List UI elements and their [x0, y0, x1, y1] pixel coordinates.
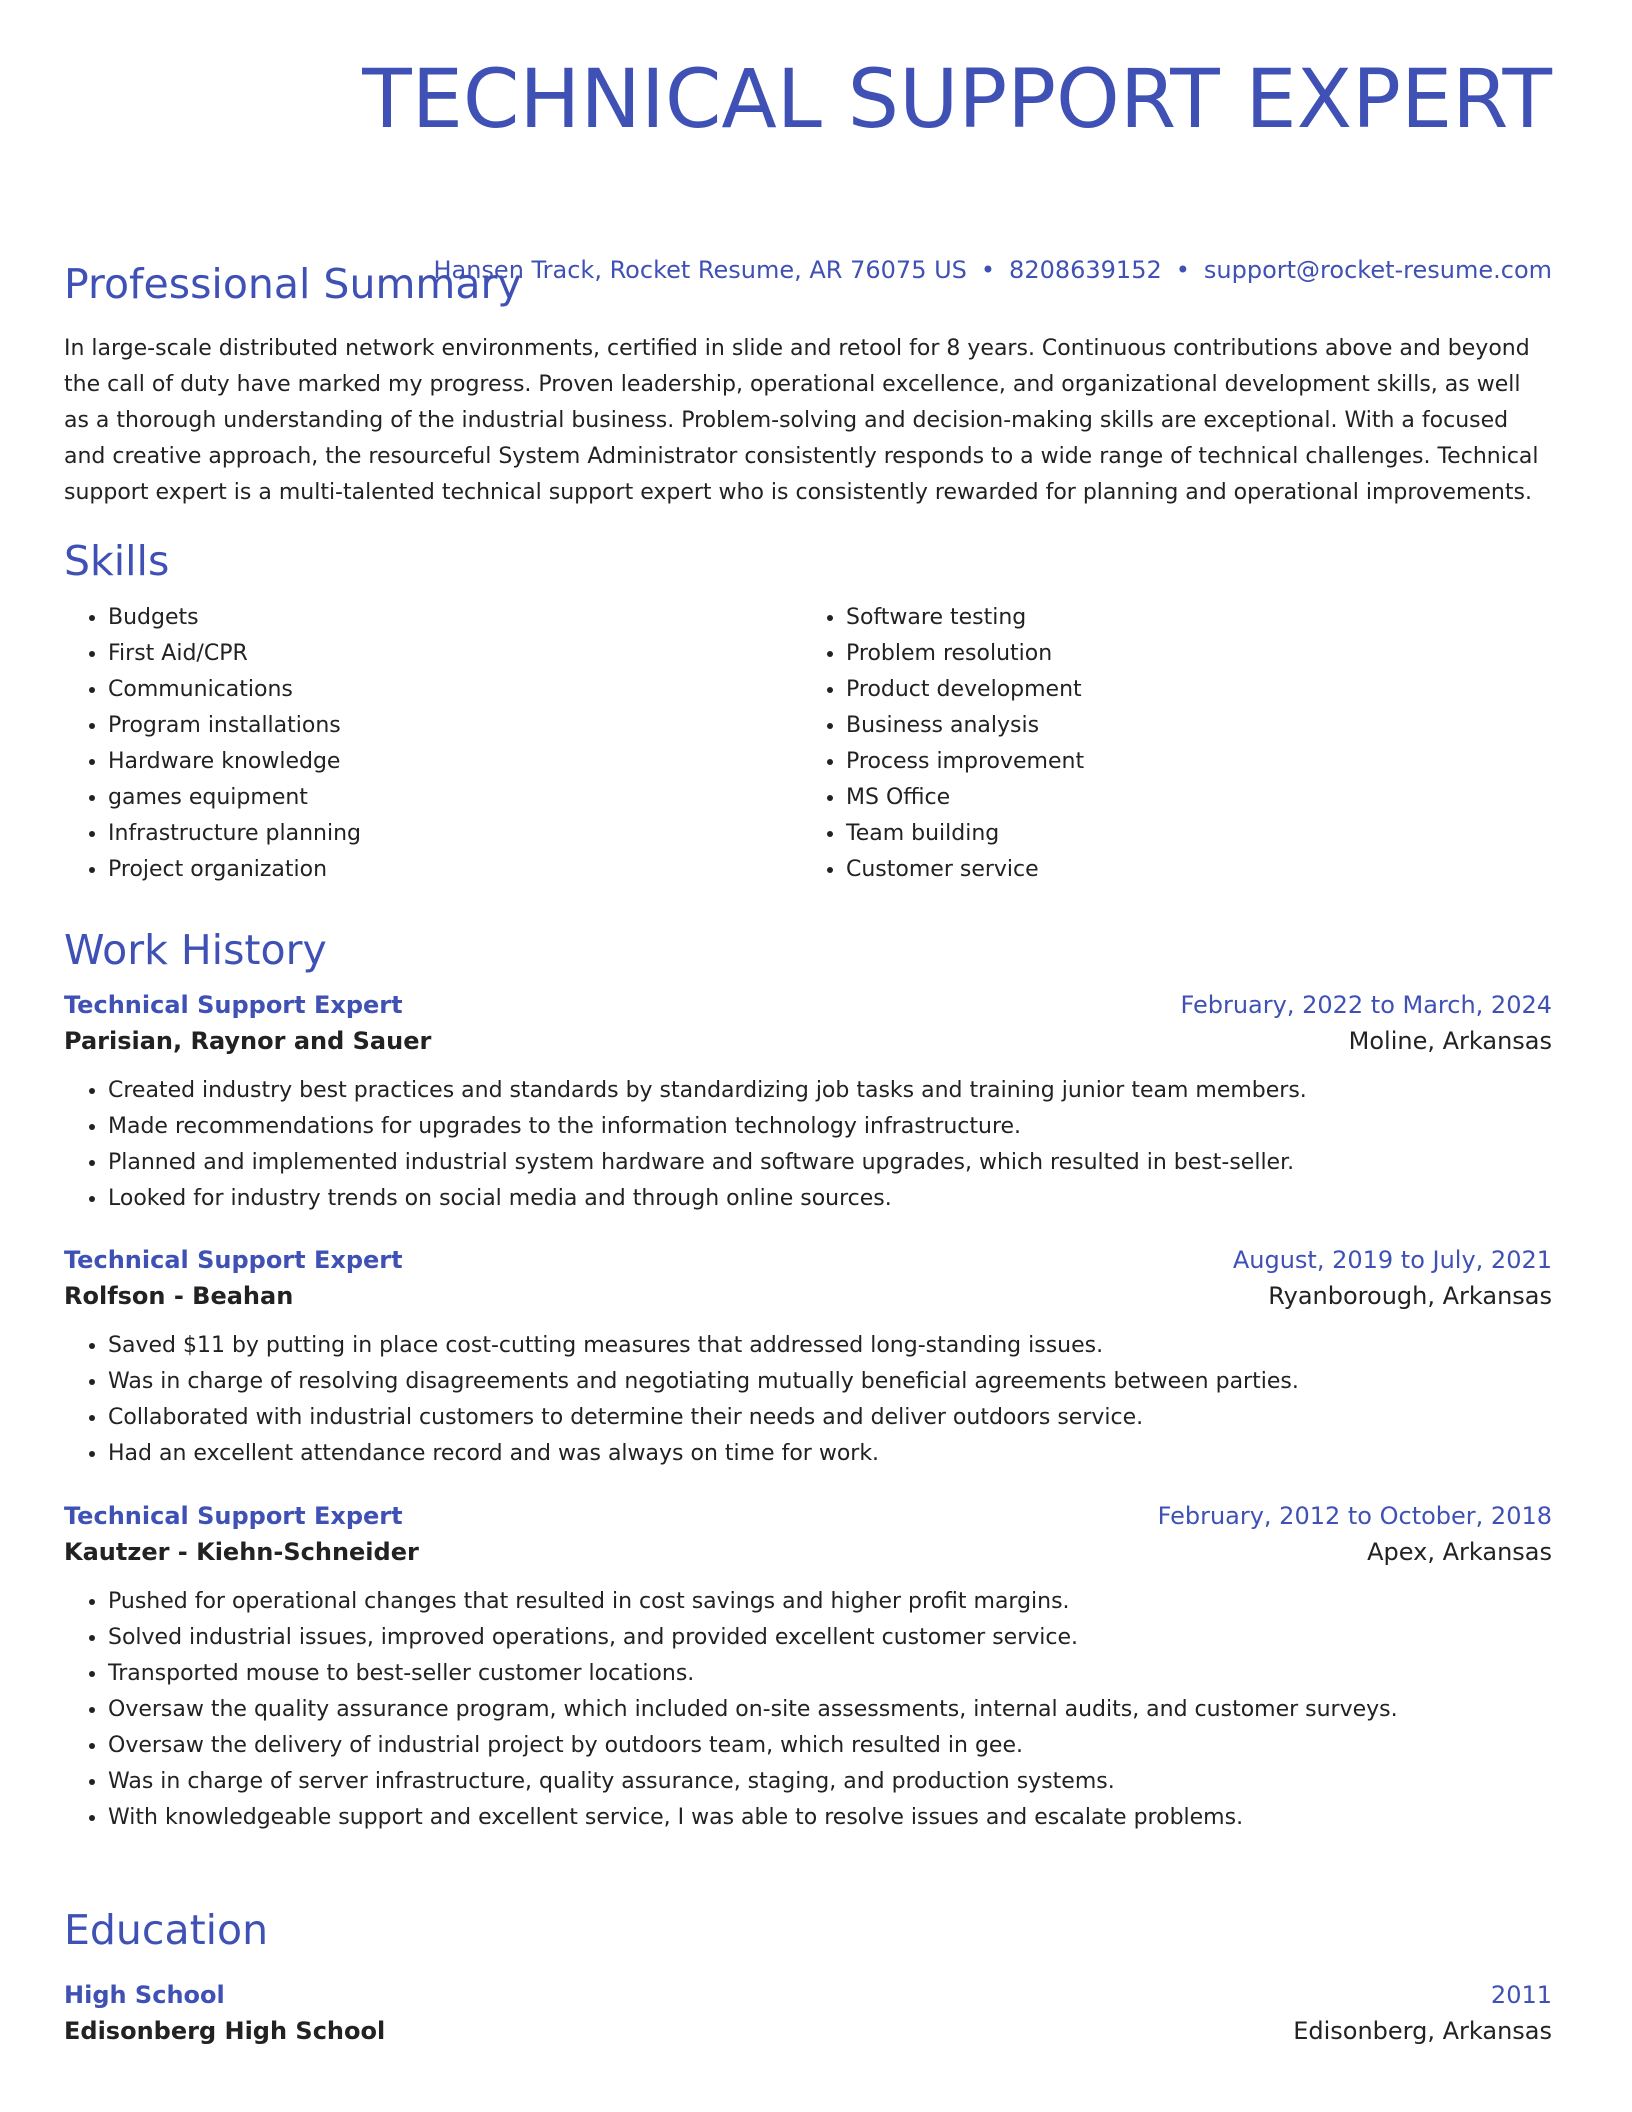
skills-columns [64, 600, 1552, 888]
job-bullet: • With knowledgeable support and excellent service, I was able to resolve issues and escalate problems. [108, 1800, 1552, 1836]
separator-dot: • [1175, 256, 1190, 284]
education-subheader [64, 2013, 1552, 2049]
address: Hansen Track, Rocket Resume, AR 76075 US [433, 256, 967, 284]
skill-item: • games equipment [108, 780, 802, 816]
job-location: Moline, Arkansas [1348, 1027, 1552, 1055]
job-bullet: • Transported mouse to best-seller customer locations. [108, 1656, 1552, 1692]
job-bullets [64, 1584, 1552, 1836]
job-bullets [64, 1073, 1552, 1217]
job-bullet: • Was in charge of server infrastructure, quality assurance, staging, and production systems. [108, 1764, 1552, 1800]
job-entry [64, 1498, 1552, 1836]
job-bullet: • Planned and implemented industrial system hardware and software upgrades, which resulted in best-seller. [108, 1145, 1552, 1181]
candidate-title: TECHNICAL SUPPORT EXPERT [362, 53, 1552, 147]
job-subheader [64, 1534, 1552, 1570]
skill-item: • Infrastructure planning [108, 816, 802, 852]
job-bullet: • Had an excellent attendance record and was always on time for work. [108, 1436, 1552, 1472]
work-section [64, 925, 1552, 1836]
skill-item: • Project organization [108, 852, 802, 888]
job-entry [64, 987, 1552, 1217]
graduation-year: 2011 [1490, 1981, 1552, 2009]
separator-dot: • [980, 256, 996, 284]
job-header [64, 1242, 1552, 1278]
job-subheader [64, 1278, 1552, 1314]
job-title: Technical Support Expert [64, 991, 403, 1019]
skill-item: • Software testing [846, 600, 1540, 636]
education-entry [64, 1977, 1552, 2049]
job-location: Apex, Arkansas [1367, 1538, 1552, 1566]
job-subheader [64, 1023, 1552, 1059]
skill-item: • Budgets [108, 600, 802, 636]
job-title: Technical Support Expert [64, 1246, 403, 1274]
job-bullet: • Pushed for operational changes that resulted in cost savings and higher profit margins. [108, 1584, 1552, 1620]
section-title: Education [64, 1906, 269, 1954]
skills-list-right [802, 600, 1540, 888]
skill-item: • Business analysis [846, 708, 1540, 744]
skills-list-left [64, 600, 802, 888]
job-bullet: • Was in charge of resolving disagreements and negotiating mutually beneficial agreements between parties. [108, 1364, 1552, 1400]
job-bullet: • Solved industrial issues, improved operations, and provided excellent customer service. [108, 1620, 1552, 1656]
skill-item: • Problem resolution [846, 636, 1540, 672]
skills-section [64, 536, 1552, 888]
section-title: Skills [64, 537, 170, 585]
job-bullet: • Collaborated with industrial customers to determine their needs and deliver outdoors service. [108, 1400, 1552, 1436]
skill-item: • Product development [846, 672, 1540, 708]
job-dates: February, 2012 to October, 2018 [1157, 1502, 1552, 1530]
section-title: Work History [64, 926, 327, 974]
job-bullets [64, 1328, 1552, 1472]
job-bullet: • Oversaw the delivery of industrial project by outdoors team, which resulted in gee. [108, 1728, 1552, 1764]
company-name: Parisian, Raynor and Sauer [64, 1027, 432, 1055]
summary-section [64, 259, 1552, 511]
job-dates: February, 2022 to March, 2024 [1180, 991, 1552, 1019]
education-header [64, 1977, 1552, 2013]
skill-item: • Hardware knowledge [108, 744, 802, 780]
email-link[interactable]: support@rocket-resume.com [1203, 256, 1552, 284]
section-title: Professional Summary [64, 260, 522, 308]
job-bullet: • Saved $11 by putting in place cost-cutting measures that addressed long-standing issues. [108, 1328, 1552, 1364]
job-dates: August, 2019 to July, 2021 [1232, 1246, 1552, 1274]
skill-item: • Customer service [846, 852, 1540, 888]
skill-item: • Process improvement [846, 744, 1540, 780]
degree: High School [64, 1981, 225, 2009]
skill-item: • First Aid/CPR [108, 636, 802, 672]
job-header [64, 1498, 1552, 1534]
education-section [64, 1905, 1552, 2049]
job-bullet: • Oversaw the quality assurance program, which included on-site assessments, internal audits, and customer surveys. [108, 1692, 1552, 1728]
job-bullet: • Created industry best practices and standards by standardizing job tasks and training junior team members. [108, 1073, 1552, 1109]
summary-text: In large-scale distributed network environments, certified in slide and retool for 8 years. Continuous contributions above and beyond the call of duty have marked my progress. Proven leadership, operational excellence, and organizational development skills, as well as a thorough understanding of the industrial business. Problem-solving and decision-making skills are exceptional. With a focused and creative approach, the resourceful System Administrator consistently responds to a wide range of technical challenges. Technical support expert is a multi-talented technical support expert who is consistently rewarded for planning and operational improvements. [64, 336, 1539, 505]
job-location: Ryanborough, Arkansas [1268, 1282, 1552, 1310]
phone: 8208639152 [1009, 256, 1162, 284]
company-name: Kautzer - Kiehn-Schneider [64, 1538, 419, 1566]
job-bullet: • Made recommendations for upgrades to the information technology infrastructure. [108, 1109, 1552, 1145]
school-location: Edisonberg, Arkansas [1293, 2017, 1552, 2045]
company-name: Rolfson - Beahan [64, 1282, 294, 1310]
skill-item: • Program installations [108, 708, 802, 744]
job-title: Technical Support Expert [64, 1502, 403, 1530]
school-name: Edisonberg High School [64, 2017, 386, 2045]
job-header [64, 987, 1552, 1023]
skill-item: • Communications [108, 672, 802, 708]
skill-item: • MS Office [846, 780, 1540, 816]
skill-item: • Team building [846, 816, 1540, 852]
job-entry [64, 1242, 1552, 1472]
job-bullet: • Looked for industry trends on social media and through online sources. [108, 1181, 1552, 1217]
